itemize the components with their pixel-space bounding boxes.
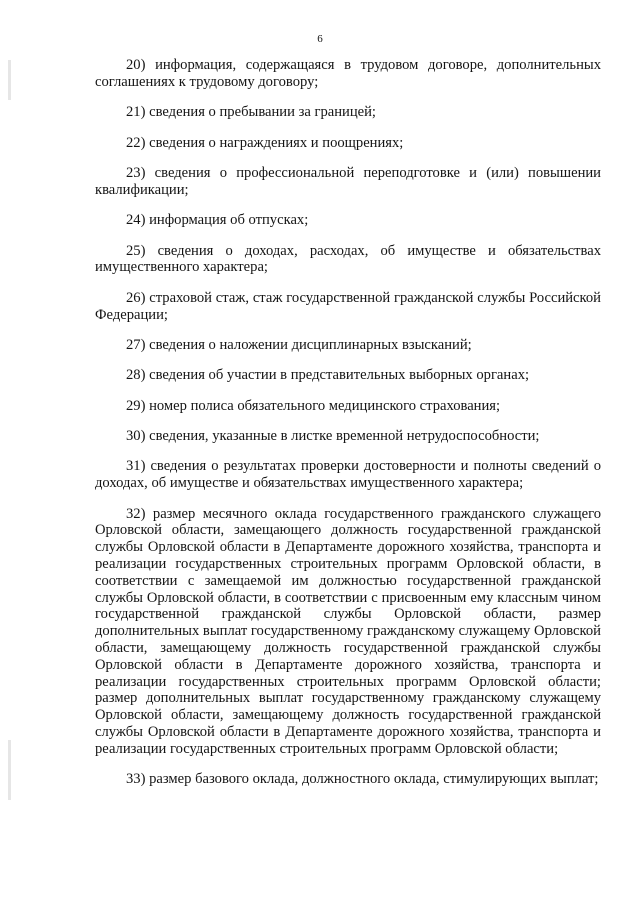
list-item-24: 24) информация об отпусках; bbox=[126, 212, 309, 229]
list-item-30: 30) сведения, указанные в листке временной нетрудоспособности; bbox=[126, 428, 540, 445]
list-item-31: 31) сведения о результатах проверки достоверности и полноты сведений о доходах, об имуществе и обязательствах имущественного характера; bbox=[95, 458, 601, 492]
list-item-23: 23) сведения о профессиональной переподготовке и (или) повышении квалификации; bbox=[95, 164, 601, 198]
page-number: 6 bbox=[317, 33, 323, 45]
list-item-26: 26) страховой стаж, стаж государственной гражданской службы Российской Федерации; bbox=[95, 289, 601, 323]
scan-edge-mark bbox=[8, 60, 11, 100]
scan-edge-mark bbox=[8, 740, 11, 800]
list-item-33: 33) размер базового оклада, должностного оклада, стимулирующих выплат; bbox=[126, 771, 599, 788]
list-item-32: 32) размер месячного оклада государственного гражданского служащего Орловской области, замещающего должность государственной гражданской службы Орловской области в Департаменте дорожного хозяйства, транспорта и реализации государственных строительных программ Орловской области, в соответствии с замещаемой им должностью государственной гражданской службы Орловской области, в соответствии с присвоенным ему классным чином государственной гражданской службы Орловской области, размер дополнительных выплат государственному гражданскому служащему Орловской области, замещающему должность государственной гражданской службы Орловской области в Департаменте дорожного хозяйства, транспорта и реализации государственных строительных программ Орловской области; размер дополнительных выплат государственному гражданскому служащему Орловской области, замещающему должность государственной гражданской службы Орловской области в Департаменте дорожного хозяйства, транспорта и реализации государственных строительных программ Орловской области; bbox=[95, 505, 601, 757]
list-item-21: 21) сведения о пребывании за границей; bbox=[126, 104, 376, 121]
list-item-22: 22) сведения о награждениях и поощрениях; bbox=[126, 134, 404, 151]
list-item-20: 20) информация, содержащаяся в трудовом договоре, дополнительных соглашениях к трудовому договору; bbox=[95, 57, 601, 90]
list-item-29: 29) номер полиса обязательного медицинского страхования; bbox=[126, 397, 501, 414]
list-item-28: 28) сведения об участии в представительных выборных органах; bbox=[126, 367, 530, 384]
document-body bbox=[95, 57, 601, 788]
list-item-25: 25) сведения о доходах, расходах, об имуществе и обязательствах имущественного характера; bbox=[95, 242, 601, 276]
list-item-27: 27) сведения о наложении дисциплинарных взысканий; bbox=[126, 336, 472, 353]
